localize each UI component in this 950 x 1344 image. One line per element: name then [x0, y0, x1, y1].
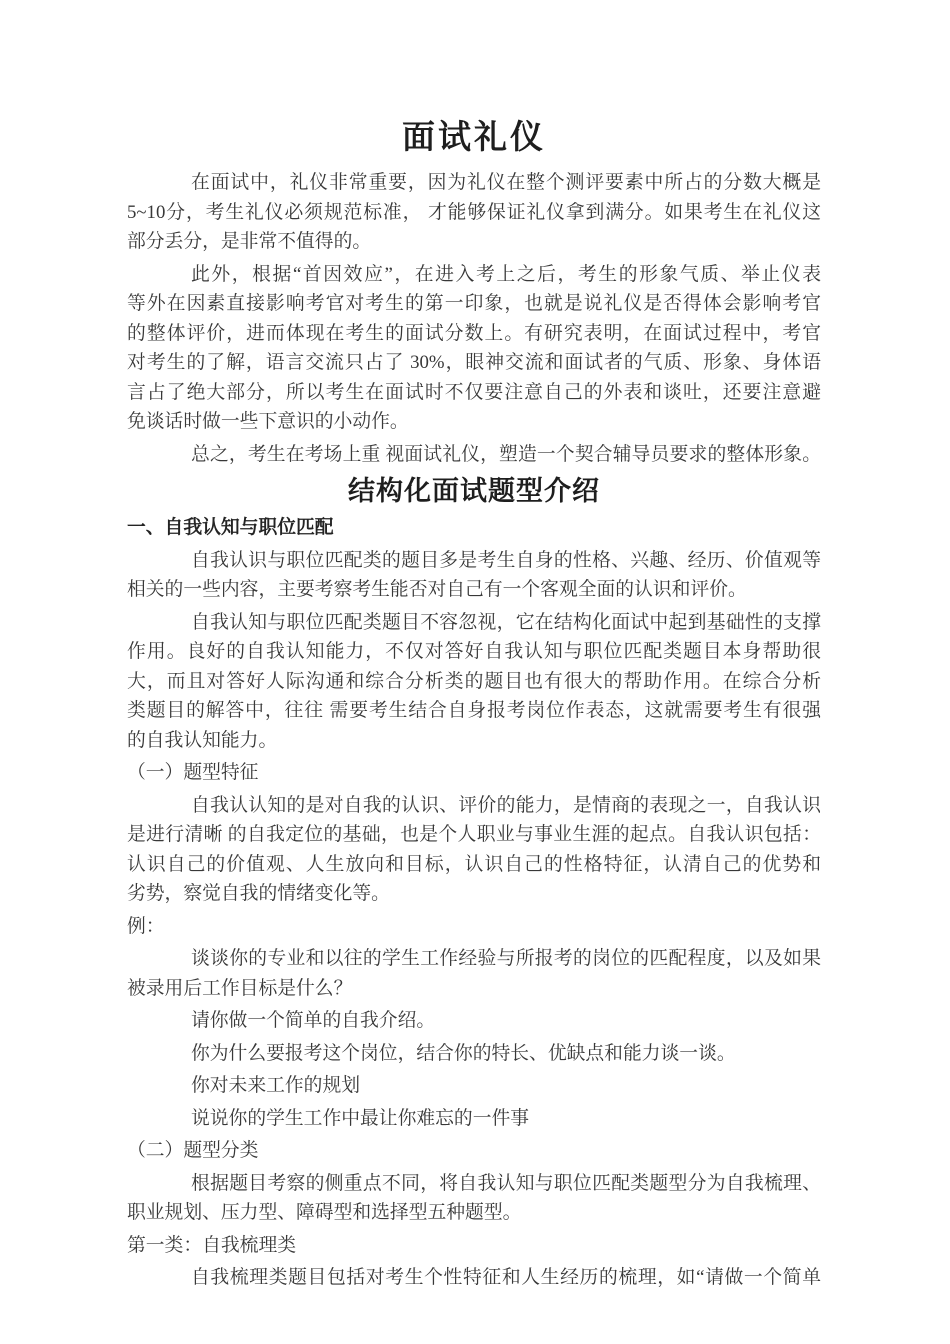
text-line: 你对未来工作的规划 [191, 1075, 361, 1096]
text-line: 第一类：自我梳理类 [127, 1234, 297, 1256]
text-line: 免谈话时做一些下意识的小动作。 [127, 411, 409, 432]
text-line: 你为什么要报考这个岗位，结合你的特长、优缺点和能力谈一谈。 [191, 1042, 736, 1064]
text-line: 等外在因素直接影响考官对考生的第一印象，也就是说礼仪是否得体会影响考官 [127, 293, 821, 314]
text-line: 自我认认知的是对自我的认识、评价的能力，是情商的表现之一，自我认识 [191, 794, 821, 816]
text-line: 此外，根据“首因效应”，在进入考上之后，考生的形象气质、举止仪表 [191, 263, 821, 285]
text-line: 大，而且对答好人际沟通和综合分析类的题目也有很大的帮助作用。在综合分析 [127, 670, 821, 692]
text-line: 说说你的学生工作中最让你难忘的一件事 [191, 1107, 530, 1129]
text-line: 根据题目考察的侧重点不同，将自我认知与职位匹配类题型分为自我梳理、 [191, 1172, 821, 1194]
section-title: 结构化面试题型介绍 [348, 476, 600, 506]
document-content [127, 116, 821, 1293]
text-line: （一）题型特征 [127, 762, 259, 783]
text-line: 5~10分，考生礼仪必须规范标准， 才能够保证礼仪拿到满分。如果考生在礼仪这 [127, 201, 821, 223]
text-line: 部分丢分，是非常不值得的。 [127, 231, 372, 252]
text-line: 请你做一个简单的自我介绍。 [191, 1010, 436, 1031]
text-line: 自我梳理类题目包括对考生个性特征和人生经历的梳理，如“请做一个简单 [191, 1267, 821, 1288]
text-line: 劣势，察觉自我的情绪变化等。 [127, 883, 390, 904]
text-line: 作用。良好的自我认知能力，不仅对答好自我认知与职位匹配类题目本身帮助很 [127, 641, 821, 662]
heading-line: 一、自我认知与职位匹配 [127, 517, 334, 538]
text-line: 职业规划、压力型、障碍型和选择型五种题型。 [127, 1202, 522, 1223]
doc-title: 面试礼仪 [402, 120, 546, 156]
text-line: 相关的一些内容，主要考察考生能否对自己有一个客观全面的认识和评价。 [127, 579, 747, 600]
text-line: 的整体评价，进而体现在考生的面试分数上。有研究表明，在面试过程中，考官 [127, 322, 821, 344]
text-line: 的自我认知能力。 [127, 729, 278, 751]
text-line: 类题目的解答中，往往 需要考生结合自身报考岗位作表态，这就需要考生有很强 [127, 700, 821, 721]
text-line: 认识自己的价值观、人生放向和目标，认识自己的性格特征，认清自己的优势和 [127, 853, 821, 875]
text-line: （二）题型分类 [127, 1140, 259, 1161]
text-line: 被录用后工作目标是什么？ [127, 977, 353, 999]
text-line: 自我认识与职位匹配类的题目多是考生自身的性格、兴趣、经历、价值观等 [191, 549, 821, 571]
text-line: 在面试中，礼仪非常重要，因为礼仪在整个测评要素中所占的分数大概是 [191, 172, 821, 193]
text-line: 言占了绝大部分，所以考生在面试时不仅要注意自己的外表和谈吐，还要注意避 [127, 381, 821, 403]
text-line: 谈谈你的专业和以往的学生工作经验与所报考的岗位的匹配程度，以及如果 [191, 948, 821, 969]
text-line: 对考生的了解，语言交流只占了 30%，眼神交流和面试者的气质、形象、身体语 [127, 352, 821, 373]
text-line: 例： [127, 915, 165, 937]
text-line: 是进行清晰 的自我定位的基础，也是个人职业与事业生涯的起点。自我认识包括： [127, 824, 821, 845]
text-line: 自我认知与职位匹配类题目不容忽视，它在结构化面试中起到基础性的支撑 [191, 611, 821, 633]
text-line: 总之，考生在考场上重 视面试礼仪，塑造一个契合辅导员要求的整体形象。 [191, 443, 821, 465]
